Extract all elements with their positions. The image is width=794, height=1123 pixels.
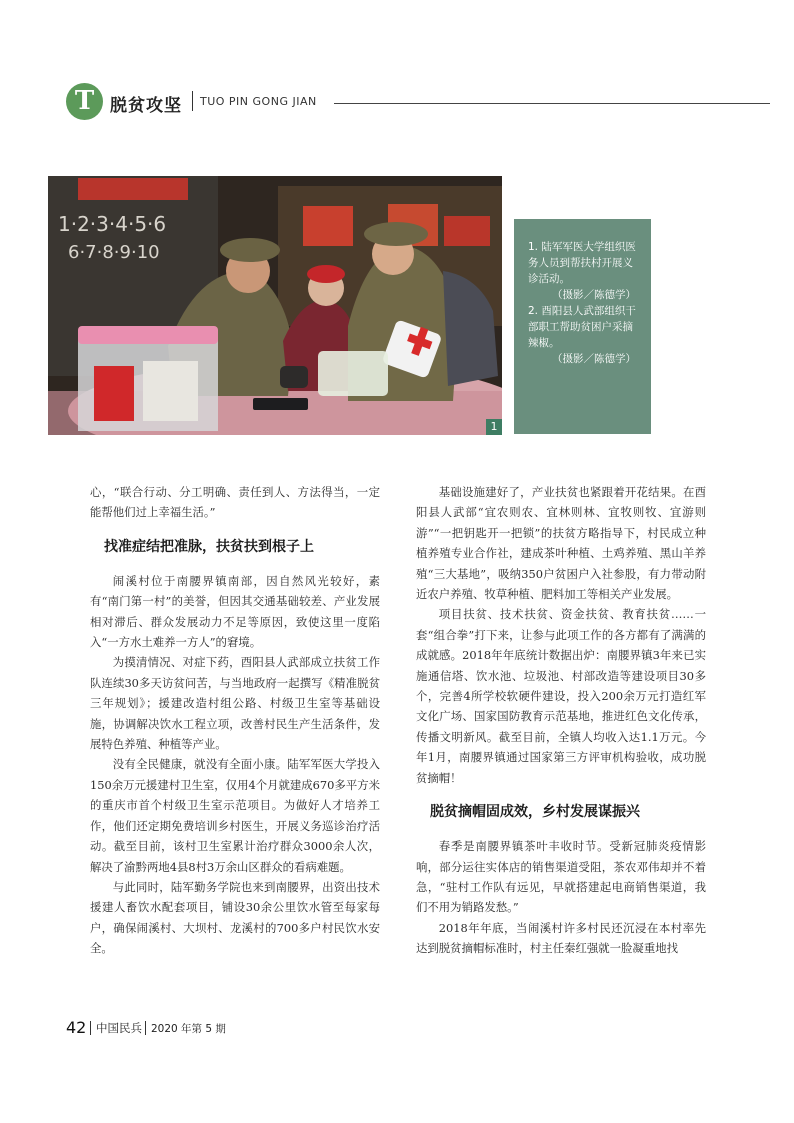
caption-item-2: 2. 酉阳县人武部组织干部职工帮助贫困户采摘辣椒。 bbox=[528, 305, 636, 349]
section-heading: 脱贫摘帽固成效，乡村发展谋振兴 bbox=[430, 804, 640, 821]
article-column-left bbox=[90, 482, 380, 959]
photo-caption bbox=[514, 219, 651, 434]
caption-item-1: 1. 陆军军医大学组织医务人员到帮扶村开展义诊活动。 bbox=[528, 241, 636, 285]
section-heading: 找准症结把准脉，扶贫扶到根子上 bbox=[104, 538, 314, 555]
paragraph: 与此同时，陆军勤务学院也来到南腰界，出资出技术援建人畜饮水配套项目，铺设30余公里饮水管至每家每户，确保闹溪村、大坝村、龙溪村的700多户村民饮水安全。 bbox=[90, 879, 380, 956]
paragraph: 春季是南腰界镇茶叶丰收时节。受新冠肺炎疫情影响，部分运往实体店的销售渠道受阻，茶农邓伟却并不着急，“驻村工作队有远见，早就搭建起电商销售渠道，我们不用为销路发愁。” bbox=[416, 839, 706, 915]
article-photo bbox=[48, 176, 502, 435]
caption-credit-2: （摄影／陈德学） bbox=[552, 353, 636, 365]
paragraph: 基础设施建好了，产业扶贫也紧跟着开花结果。在酉阳县人武部“宜农则农、宜林则林、宜牧则牧、宜游则游”“一把钥匙开一把锁”的扶贫方略指导下，村民成立种植养殖专业合作社，建成茶叶种植、土鸡养殖、黑山羊养殖“三大基地”，吸纳350户贫困户入社参股，有力带动附近农户养殖、牧草种植、肥料加工等相关产业发展。 bbox=[416, 485, 706, 602]
section-pinyin: TUO PIN GONG JIAN bbox=[200, 95, 317, 108]
photo-number: 1 bbox=[486, 419, 502, 435]
page-number: 42 bbox=[66, 1018, 87, 1037]
photo-illustration bbox=[48, 176, 502, 435]
footer-divider bbox=[145, 1021, 146, 1035]
chalkboard-text-2: 6·7·8·9·10 bbox=[68, 242, 160, 263]
section-title: 脱贫攻坚 bbox=[110, 96, 182, 116]
magazine-name: 中国民兵 bbox=[96, 1021, 142, 1035]
section-badge: T bbox=[66, 83, 103, 120]
header-divider bbox=[192, 91, 193, 111]
paragraph: 2018年年底，当闹溪村许多村民还沉浸在本村率先达到脱贫摘帽标准时，村主任秦红强就一脸凝重地找 bbox=[416, 920, 706, 956]
paragraph: 为摸清情况、对症下药，酉阳县人武部成立扶贫工作队连续30多天访贫问苦，与当地政府一起撰写《精准脱贫三年规划》；援建改造村组公路、村级卫生室等基础设施，协调解决饮水工程立项，改善村民生产生活条件，发展特色养殖、种植等产业。 bbox=[90, 655, 380, 752]
issue-label: 2020 年第 5 期 bbox=[151, 1023, 226, 1035]
paragraph: 闹溪村位于南腰界镇南部，因自然风光较好，素有“南门第一村”的美誉，但因其交通基础较差、产业发展相对滞后、群众发展动力不足等原因，致使这里一度陷入“一方水土难养一方人”的窘境。 bbox=[90, 573, 380, 650]
caption-credit-1: （摄影／陈德学） bbox=[552, 289, 636, 301]
section-header bbox=[66, 83, 770, 123]
paragraph: 心，“联合行动、分工明确、责任到人、方法得当，一定能帮他们过上幸福生活。” bbox=[90, 485, 380, 520]
paragraph: 项目扶贫、技术扶贫、资金扶贫、教育扶贫……一套“组合拳”打下来，让参与此项工作的各方都有了满满的成就感。2018年年底统计数据出炉：南腰界镇3年来已实施通信塔、饮水池、垃圾池、村部改造等建设项目30多个，完善4所学校软硬件建设，投入200余万元打造红军文化广场、国家国防教育示范基地，推进红色文化传承，传播文明新风。截至目前，全镇人均收入达1.1万元。今年1月，南腰界镇通过国家第三方评审机构验收，成功脱贫摘帽！ bbox=[416, 607, 706, 785]
article-column-right bbox=[416, 482, 706, 959]
paragraph: 没有全民健康，就没有全面小康。陆军军医大学投入150余万元援建村卫生室，仅用4个月就建成670多平方米的重庆市首个村级卫生室示范项目。为做好人才培养工作，他们还定期免费培训乡村医生，开展义务巡诊治疗活动。截至目前，该村卫生室累计治疗群众3000余人次，解决了渝黔两地4县8村3万余山区群众的看病难题。 bbox=[90, 757, 380, 874]
footer-divider bbox=[90, 1021, 91, 1035]
header-rule bbox=[334, 103, 770, 104]
chalkboard-text-1: 1·2·3·4·5·6 bbox=[58, 212, 167, 236]
